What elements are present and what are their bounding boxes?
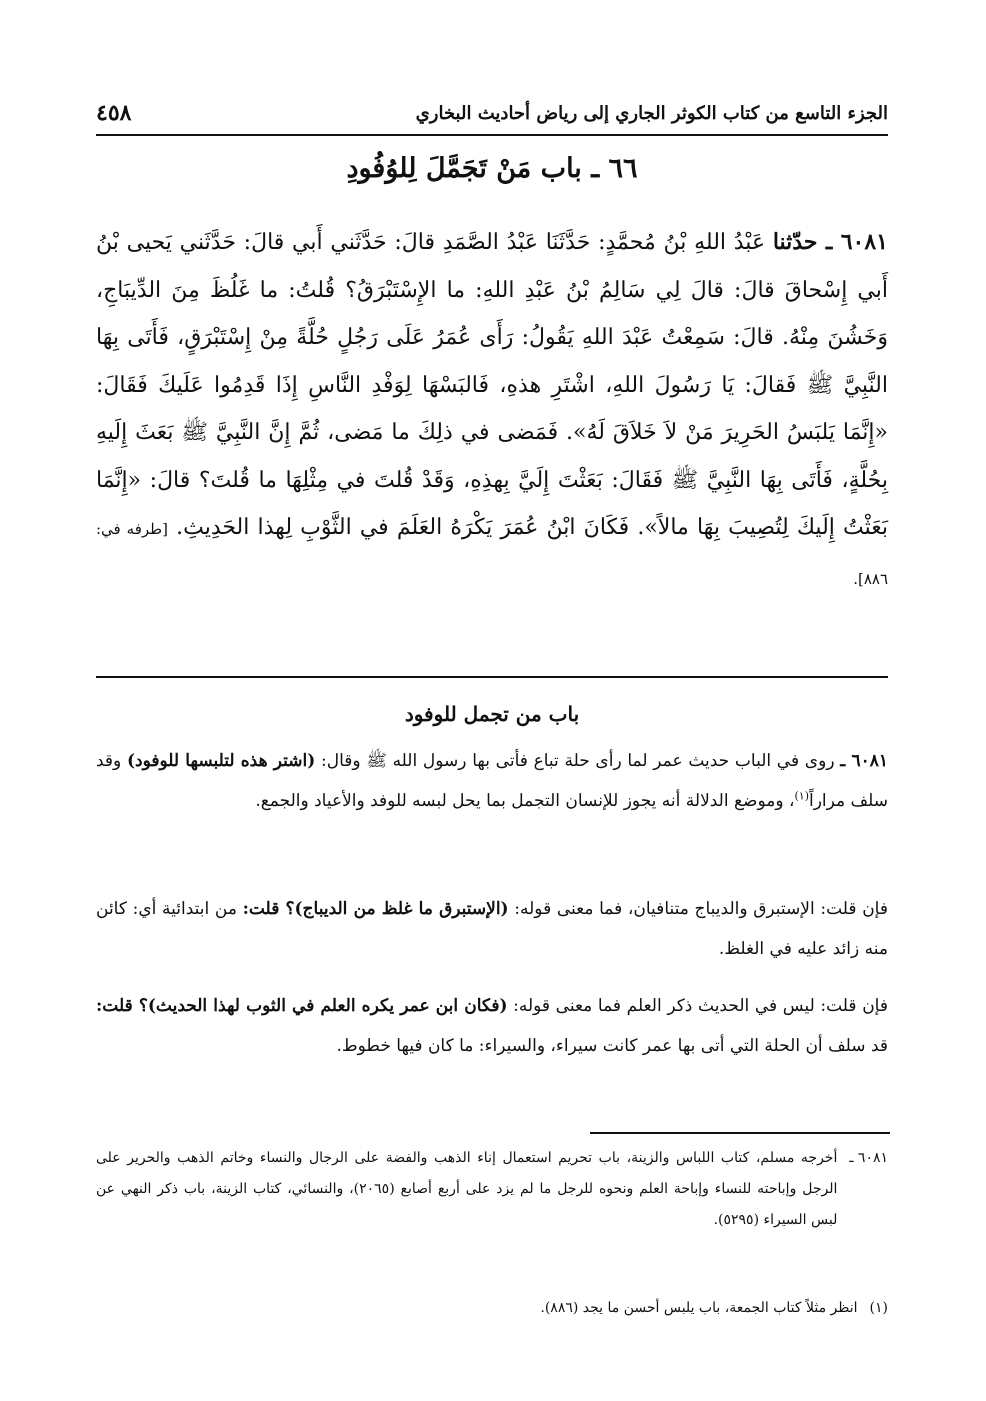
commentary-text: ، وموضع الدلالة أنه يجوز للإنسان التجمل بما يحل لبسه للوفد والأعياد والجمع. xyxy=(255,791,795,811)
footnote-number: ٦٠٨١ ـ xyxy=(849,1150,888,1166)
footnote-item xyxy=(96,1143,888,1236)
section-divider xyxy=(96,676,888,678)
commentary-number: ٦٠٨١ ـ xyxy=(840,751,888,771)
chapter-title: ٦٦ ـ باب مَنْ تَجَمَّلَ لِلوُفُودِ xyxy=(346,153,638,184)
footnote-divider xyxy=(590,1132,890,1134)
commentary-quote: (اشتر هذه لتلبسها للوفود) xyxy=(126,751,316,771)
running-header xyxy=(96,96,888,130)
hadith-reference: [طرفه في: ٨٨٦]. xyxy=(96,520,888,588)
footnote-marker[interactable]: (١) xyxy=(794,789,809,803)
footnote-text: انظر مثلاً كتاب الجمعة، باب يلبس أحسن ما يجد (٨٨٦). xyxy=(540,1300,858,1316)
commentary-quote: (فكان ابن عمر يكره العلم في الثوب لهذا الحديث)؟ قلت: xyxy=(96,996,508,1016)
page-number: ٤٥٨ xyxy=(96,100,132,126)
commentary-text: فإن قلت: ليس في الحديث ذكر العلم فما معنى قوله: xyxy=(507,996,888,1016)
commentary-paragraph-3 xyxy=(96,986,888,1066)
footnotes xyxy=(96,1143,888,1316)
book-title: الجزء التاسع من كتاب الكوثر الجاري إلى رياض أحاديث البخاري xyxy=(415,102,888,124)
hadith-body: عَبْدُ اللهِ بْنُ مُحمَّدٍ: حَدَّثَنَا عَبْدُ الصَّمَدِ قالَ: حَدَّثَني أَبي قالَ: حَدَّثَني يَحيى بْنُ أَبي إِسْحاقَ قالَ: قالَ لِي سَالِمُ بْنُ عَبْدِ اللهِ: ما الإِسْتَبْرَقُ؟ قُلتُ: ما غَلُظَ مِنَ الدِّيبَاجِ، وَخَشُنَ مِنْهُ. قالَ: سَمِعْتُ عَبْدَ اللهِ يَقُولُ: رَأَى عُمَرُ عَلَى رَجُلٍ حُلَّةً مِنْ إِسْتَبْرَقٍ، فَأَتَى بِهَا النَّبِيَّ ﷺ فَقالَ: يَا رَسُولَ اللهِ، اشْتَرِ هذهِ، فَالبَسْهَا لِوَفْدِ النَّاسِ إِذَا قَدِمُوا عَلَيكَ فَقَالَ: «إِنَّمَا يَلبَسُ الحَرِيرَ مَنْ لاَ خَلاَقَ لَهُ». فَمَضى في ذلِكَ ما مَضى، ثُمَّ إِنَّ النَّبِيَّ ﷺ بَعَثَ إِلَيهِ بِحُلَّةٍ، فَأَتَى بِهَا النَّبِيَّ ﷺ فَقَالَ: بَعَثْتَ إِلَيَّ بِهذِهِ، وَقَدْ قُلتَ في مِثْلِهَا ما قُلتَ؟ قالَ: «إِنَّمَا بَعَثْتُ إِلَيكَ لِتُصِيبَ بِهَا مالاً». فَكَانَ ابْنُ عُمَرَ يَكْرَهُ العَلَمَ في الثَّوْبِ لِهذا الحَدِيثِ. xyxy=(96,230,889,540)
commentary-text: وقد سلف مراراً xyxy=(96,751,888,811)
hadith-number: ٦٠٨١ ـ حدّثنا xyxy=(772,229,888,255)
commentary-text: فإن قلت: الإستبرق والديباج متنافيان، فما معنى قوله: xyxy=(508,899,888,919)
commentary-text: قد سلف أن الحلة التي أتى بها عمر كانت سيراء، والسيراء: ما كان فيها خطوط. xyxy=(336,1036,888,1056)
commentary-paragraph-2 xyxy=(96,889,888,969)
footnote-text: أخرجه مسلم، كتاب اللباس والزينة، باب تحريم استعمال إناء الذهب والفضة على الرجال والنساء وخاتم الذهب والحرير على الرجل وإباحته للنساء وإباحة العلم ونحوه للرجل ما لم يزد على أربع أصابع (٢٠٦٥)، والنسائي، كتاب الزينة، باب ذكر النهي عن لبس السيراء (٥٢٩٥). xyxy=(96,1150,838,1228)
hadith-text xyxy=(96,219,888,603)
commentary-title: باب من تجمل للوفود xyxy=(404,702,580,726)
commentary-text: من ابتدائية أي: كائن منه زائد عليه في الغلظ. xyxy=(96,899,888,959)
footnote-number: (١) xyxy=(869,1300,888,1316)
header-divider xyxy=(96,134,888,136)
commentary-paragraph-1 xyxy=(96,741,888,821)
commentary-text: روى في الباب حديث عمر لما رأى حلة تباع فأتى بها رسول الله ﷺ وقال: xyxy=(315,751,841,771)
commentary-quote: (الإستبرق ما غلظ من الديباج)؟ قلت: xyxy=(242,899,509,919)
footnote-item xyxy=(540,1293,888,1324)
